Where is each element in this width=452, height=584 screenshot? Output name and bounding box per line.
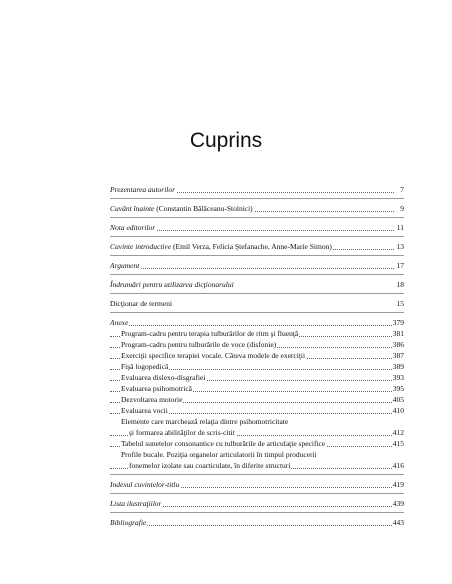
toc-entry-label: Nota editorilor [110, 223, 156, 232]
toc-page-number: 17 [396, 261, 404, 270]
toc-entry-label [110, 241, 333, 252]
toc-entry-label: Prezentarea autorilor [110, 185, 176, 194]
divider [110, 512, 404, 513]
toc-entry-bibliografie [110, 517, 404, 528]
toc-entry-label-author: (Constantin Bălăceanu-Stolnici) [156, 204, 253, 213]
toc-entry-label: Anexe [110, 318, 129, 327]
divider [110, 474, 404, 475]
toc-page-number: 7 [400, 185, 404, 194]
toc-entry-label [110, 203, 254, 214]
toc-page-number: 13 [396, 242, 404, 251]
table-of-contents [110, 184, 404, 528]
toc-subentry-label: Program-cadru pentru tulburările de voce (disfonie) [121, 340, 277, 349]
toc-subentry [110, 328, 404, 339]
toc-entry-label: Lista ilustraţiilor [110, 499, 162, 508]
page-title: Cuprins [189, 129, 263, 152]
toc-entry-anexe [110, 317, 404, 328]
toc-subentry-label: Program-cadru pentru terapia tulburărilor de ritm şi fluenţă [121, 329, 299, 338]
toc-page-number: 416 [392, 461, 404, 470]
toc-subentry-label: fonemelor izolate sau coarticulate, în diferite structuri [129, 461, 291, 470]
toc-subentry-profile-line2 [110, 460, 404, 471]
toc-subentry [110, 394, 404, 405]
toc-entry-label-italic: Cuvinte introductive [110, 242, 172, 251]
dot-leader [110, 525, 394, 526]
toc-entry-nota-editorilor [110, 222, 404, 233]
toc-entry-lista [110, 498, 404, 509]
dot-leader [110, 268, 394, 269]
toc-subentry-label: Profile bucale. Poziţia organelor articulatorii în timpul producerii [121, 450, 317, 459]
toc-entry-label: Argument [110, 261, 140, 270]
toc-page-number: 412 [392, 428, 404, 437]
toc-page-number: 379 [392, 318, 404, 327]
divider [110, 198, 404, 199]
toc-entry-dictionar [110, 298, 404, 309]
toc-subentry [110, 372, 404, 383]
toc-subentry-profile-line1 [110, 449, 404, 460]
dot-leader [110, 325, 394, 326]
toc-entry-indrumari [110, 279, 404, 290]
divider [110, 217, 404, 218]
divider [110, 312, 404, 313]
toc-page-number: 395 [392, 384, 404, 393]
toc-entry-cuvinte-introductive [110, 241, 404, 252]
toc-subentry-label: Evaluarea vocii [121, 406, 168, 415]
toc-entry-label: Bibliografie [110, 518, 147, 527]
toc-subentry-label: Exerciţii specifice terapiei vocale. Câteva modele de exerciţii [121, 351, 306, 360]
toc-subentry-elemente-line2 [110, 427, 404, 438]
toc-page-number: 415 [392, 439, 404, 448]
toc-entry-cuvant-inainte [110, 203, 404, 214]
toc-subentry-tabelul [110, 438, 404, 449]
toc-subentry [110, 361, 404, 372]
toc-entry-argument [110, 260, 404, 271]
toc-entry-label: Dicţionar de termeni [110, 299, 173, 308]
divider [110, 274, 404, 275]
toc-page-number: 11 [396, 223, 404, 232]
toc-subentry-label: şi formarea abilităţilor de scris-citit [129, 428, 235, 437]
toc-page-number: 419 [392, 480, 404, 489]
toc-subentry-label: Evaluarea psihomotrică [121, 384, 193, 393]
toc-page-number: 18 [396, 280, 404, 289]
toc-subentry [110, 339, 404, 350]
toc-subentry-elemente-line1 [110, 416, 404, 427]
divider [110, 255, 404, 256]
toc-subentry [110, 383, 404, 394]
toc-subentry-label: Fişă logopedică [121, 362, 169, 371]
toc-page-number: 405 [392, 395, 404, 404]
toc-page-number: 439 [392, 499, 404, 508]
toc-subentry [110, 405, 404, 416]
toc-subentry-label: Tabelul sunetelor consonantice cu tulburările de articulaţie specifice [121, 439, 326, 448]
toc-entry-label: Indexul cuvintelor-titlu [110, 480, 180, 489]
toc-entry-indexul [110, 479, 404, 490]
divider [110, 236, 404, 237]
toc-entry-label-author: (Emil Verza, Felicia Ştefanache, Anne-Marie Simon) [173, 242, 332, 251]
toc-page-number: 410 [392, 406, 404, 415]
toc-subentry-label: Evaluarea dislexo-disgrafiei [121, 373, 206, 382]
toc-subentry-label: Elemente care marchează relaţia dintre psihomotricitate [121, 417, 289, 426]
toc-page-number: 381 [392, 329, 404, 338]
toc-page-number: 393 [392, 373, 404, 382]
toc-page-number: 443 [392, 518, 404, 527]
toc-entry-label: Îndrumări pentru utilizarea dicţionarului [110, 280, 234, 289]
toc-page-number: 15 [396, 299, 404, 308]
toc-subentry [110, 350, 404, 361]
toc-page-number: 387 [392, 351, 404, 360]
toc-page-number: 9 [400, 204, 404, 213]
divider [110, 293, 404, 294]
toc-page-number: 389 [392, 362, 404, 371]
toc-entry-label-italic: Cuvânt înainte [110, 204, 155, 213]
toc-entry-prezentarea [110, 184, 404, 195]
divider [110, 493, 404, 494]
toc-page-number: 386 [392, 340, 404, 349]
toc-subentry-label: Dezvoltarea motorie [121, 395, 183, 404]
